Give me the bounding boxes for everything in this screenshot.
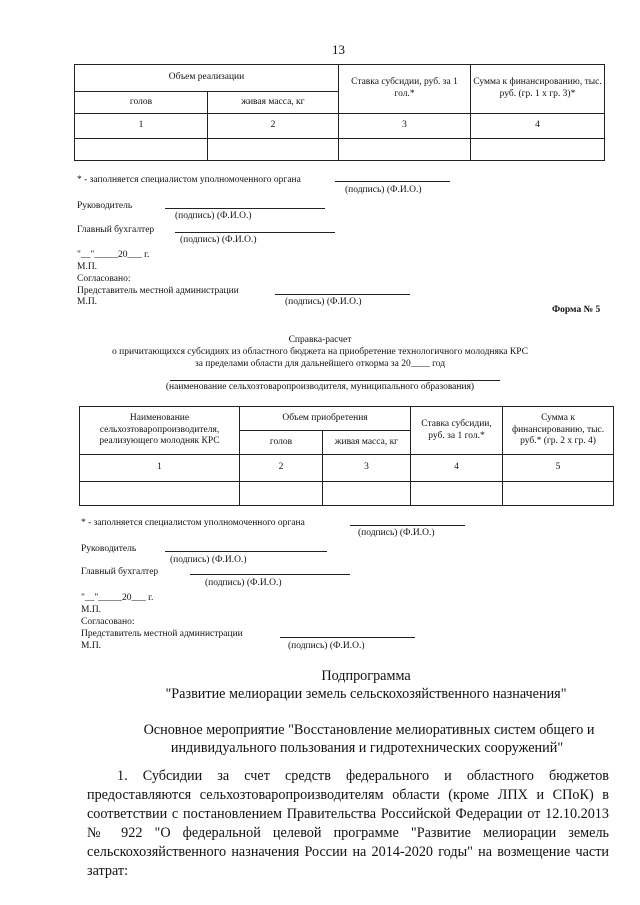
header-weight: живая масса, кг (323, 431, 411, 455)
header-heads: голов (240, 431, 323, 455)
col-number: 3 (339, 114, 471, 139)
body-paragraph: 1. Субсидии за счет средств федерального и областного бюджетов предоставляются сельхозтоваропроизводителям области (кроме ЛПХ и СПоК) в соответствии с постановлением Правительства Российской Федерации от 12.10.2013 № 922 "О федеральной целевой программе "Развитие мелиорации земель сельскохозяйственного назначения России на 2014-2020 годы" на возмещение части затрат: (87, 768, 609, 879)
head-caption: (подпись) (Ф.И.О.) (170, 555, 247, 565)
empty-cell (208, 139, 339, 161)
signature-line (165, 208, 325, 209)
header-volume: Объем приобретения (240, 407, 411, 431)
head-label: Руководитель (77, 201, 133, 211)
agreed-label: Согласовано: (81, 617, 135, 627)
empty-cell (323, 482, 411, 506)
seal-mark: М.П. (81, 641, 102, 651)
footnote-note: * - заполняется специалистом уполномоченного органа (81, 518, 305, 528)
header-rate: Ставка субсидии, руб. за 1 гол.* (339, 65, 471, 114)
measure-line2: индивидуального пользования и гидротехнических сооружений" (170, 740, 564, 756)
header-heads: голов (75, 92, 208, 114)
signature-line (165, 551, 327, 552)
header-volume: Объем реализации (75, 65, 339, 92)
sales-table (74, 64, 605, 161)
empty-cell (411, 482, 503, 506)
spravka-line1: о причитающихся субсидиях из областного бюджета на приобретение технологичного молодняка КРС (111, 347, 528, 357)
subsidy-table (79, 406, 614, 506)
signature-line (175, 232, 335, 233)
form-number: Форма № 5 (552, 305, 601, 315)
spravka-title: Справка-расчет (288, 335, 352, 345)
representative-label: Представитель местной администрации (81, 629, 243, 639)
col-number: 4 (411, 455, 503, 482)
header-sum: Сумма к финансированию, тыс. руб. (гр. 1 х гр. 3)* (471, 65, 605, 114)
representative-caption: (подпись) (Ф.И.О.) (288, 641, 365, 651)
head-caption: (подпись) (Ф.И.О.) (175, 211, 252, 221)
subprogram-title: "Развитие мелиорации земель сельскохозяйственного назначения" (165, 686, 567, 702)
accountant-label: Главный бухгалтер (81, 567, 159, 577)
col-number: 1 (75, 114, 208, 139)
date-line: "__"_____20___ г. (77, 250, 150, 260)
footnote-note: * - заполняется специалистом уполномоченного органа (77, 175, 301, 185)
header-weight: живая масса, кг (208, 92, 339, 114)
note-caption: (подпись) (Ф.И.О.) (358, 528, 435, 538)
header-sum: Сумма к финансированию, тыс. руб.* (гр. 2 х гр. 4) (503, 407, 614, 455)
representative-label: Представитель местной администрации (77, 286, 239, 296)
accountant-caption: (подпись) (Ф.И.О.) (205, 578, 282, 588)
subprogram-label: Подпрограмма (321, 668, 411, 684)
empty-cell (339, 139, 471, 161)
empty-cell (503, 482, 614, 506)
representative-caption: (подпись) (Ф.И.О.) (285, 297, 362, 307)
signature-line (335, 181, 450, 182)
head-label: Руководитель (81, 544, 137, 554)
measure-line1: Основное мероприятие "Восстановление мелиоративных систем общего и (143, 722, 595, 738)
col-number: 5 (503, 455, 614, 482)
empty-cell (75, 139, 208, 161)
col-number: 3 (323, 455, 411, 482)
col-number: 1 (80, 455, 240, 482)
empty-cell (471, 139, 605, 161)
accountant-label: Главный бухгалтер (77, 225, 155, 235)
seal-mark: М.П. (77, 262, 98, 272)
spravka-caption: (наименование сельхозтоваропроизводителя, муниципального образования) (165, 382, 475, 392)
signature-line (280, 637, 415, 638)
seal-mark: М.П. (77, 297, 98, 307)
header-rate: Ставка субсидии, руб. за 1 гол.* (411, 407, 503, 455)
signature-line (275, 294, 410, 295)
note-caption: (подпись) (Ф.И.О.) (345, 185, 422, 195)
date-line: "__"_____20___ г. (81, 593, 154, 603)
empty-cell (80, 482, 240, 506)
page-number: 13 (332, 42, 345, 57)
spravka-line2: за пределами области для дальнейшего откорма за 20____ год (194, 359, 446, 369)
accountant-caption: (подпись) (Ф.И.О.) (180, 235, 257, 245)
col-number: 2 (208, 114, 339, 139)
agreed-label: Согласовано: (77, 274, 131, 284)
seal-mark: М.П. (81, 605, 102, 615)
col-number: 2 (240, 455, 323, 482)
signature-line (190, 574, 350, 575)
signature-line (350, 525, 465, 526)
col-number: 4 (471, 114, 605, 139)
name-line (170, 380, 500, 381)
header-name: Наименование сельхозтоваропроизводителя, реализующего молодняк КРС (80, 407, 240, 455)
empty-cell (240, 482, 323, 506)
